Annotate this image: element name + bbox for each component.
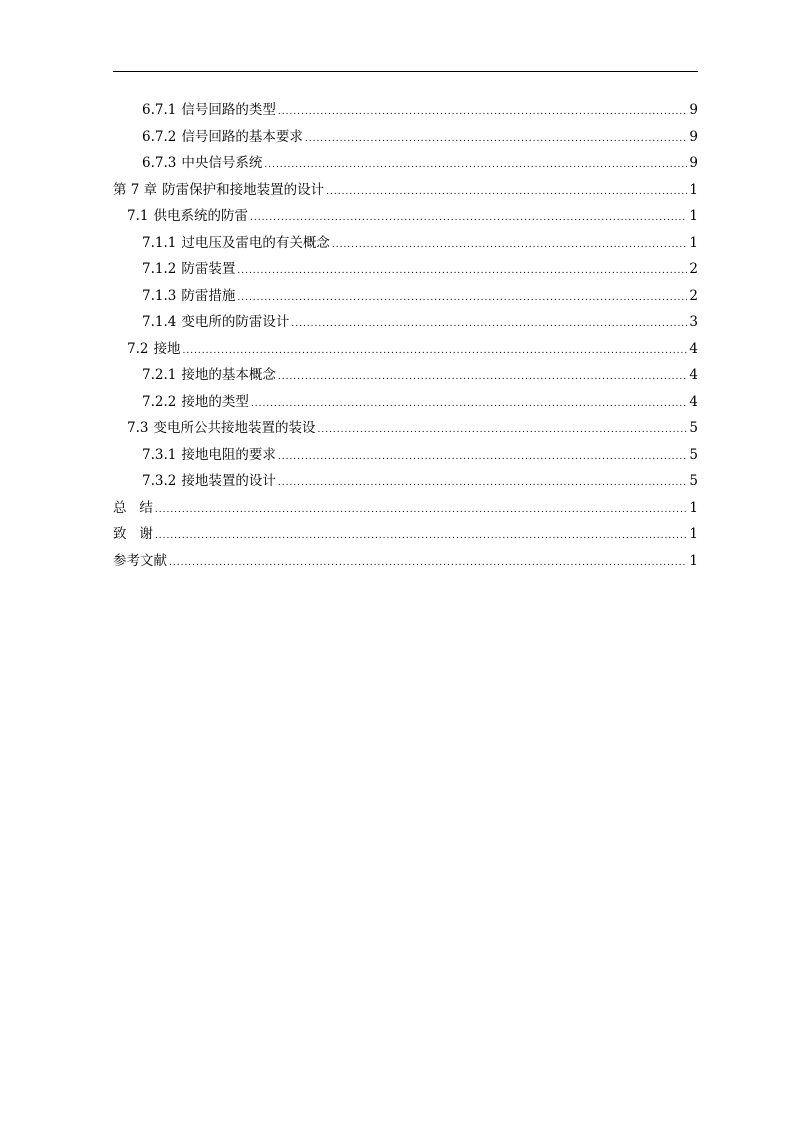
toc-entry-label (142, 389, 249, 416)
toc-leader-dots (250, 205, 687, 232)
toc-entry-number: 第 7 章 (113, 181, 158, 198)
toc-leader-dots (332, 232, 688, 259)
toc-entry-references[interactable] (113, 548, 698, 575)
toc-leader-dots (155, 497, 688, 524)
toc-entry-summary[interactable] (113, 495, 698, 522)
toc-entry-label (142, 230, 330, 257)
toc-entry-label (113, 548, 167, 575)
toc-entry-number: 6.7.3 (142, 155, 177, 171)
toc-entry-title: 变电所的防雷设计 (181, 314, 290, 330)
toc-leader-dots (278, 470, 688, 497)
toc-entry[interactable] (113, 442, 698, 469)
toc-entry-title: 参考文献 (113, 552, 167, 569)
toc-entry-page: 1 (689, 181, 698, 198)
toc-entry[interactable] (113, 150, 698, 177)
toc-entry-section[interactable] (113, 203, 698, 230)
toc-entry-label (142, 150, 262, 177)
toc-entry-page: 5 (689, 446, 698, 463)
toc-entry-title: 接地的类型 (181, 393, 249, 410)
toc-entry[interactable] (113, 362, 698, 389)
toc-entry-title: 接地 (153, 340, 181, 357)
toc-leader-dots (278, 444, 688, 471)
toc-entry-page: 1 (689, 208, 698, 224)
toc-entry-label (142, 124, 303, 151)
toc-entry[interactable] (113, 256, 698, 283)
toc-entry-title: 防雷装置 (181, 261, 236, 277)
toc-entry-title: 防雷保护和接地装置的设计 (162, 181, 325, 198)
toc-leader-dots (291, 311, 687, 338)
toc-entry-chapter[interactable] (113, 177, 698, 204)
toc-entry-number: 7.2.2 (142, 393, 177, 410)
toc-entry-acknowledgements[interactable] (113, 521, 698, 548)
toc-entry-number: 7.1 (127, 208, 149, 224)
toc-entry-label (113, 177, 324, 204)
toc-entry[interactable] (113, 309, 698, 336)
toc-entry-label (142, 97, 276, 124)
toc-leader-dots (182, 338, 687, 365)
toc-entry-number: 7.3.1 (142, 446, 177, 463)
toc-entry-page: 9 (689, 102, 698, 118)
toc-entry-page: 5 (689, 473, 698, 489)
toc-leader-dots (278, 364, 688, 391)
toc-entry-page: 1 (689, 526, 698, 542)
toc-entry-page: 2 (689, 261, 698, 277)
table-of-contents (113, 97, 698, 574)
toc-entry[interactable] (113, 230, 698, 257)
toc-entry-label (113, 495, 153, 522)
toc-entry-page: 3 (689, 314, 698, 330)
toc-entry-title: 防雷措施 (181, 287, 236, 304)
toc-entry-title: 变电所公共接地装置的装设 (153, 420, 316, 436)
toc-entry-label (142, 256, 235, 283)
toc-entry-page: 1 (689, 234, 698, 251)
toc-entry-title: 接地装置的设计 (181, 473, 276, 489)
toc-entry-page: 9 (689, 128, 698, 145)
toc-entry[interactable] (113, 124, 698, 151)
toc-entry[interactable] (113, 97, 698, 124)
toc-entry-page: 4 (689, 367, 698, 383)
toc-entry-number: 7.3 (127, 420, 149, 436)
toc-entry-title: 中央信号系统 (181, 155, 263, 171)
toc-entry-number: 6.7.1 (142, 102, 177, 118)
toc-entry-page: 1 (689, 552, 698, 569)
toc-leader-dots (169, 550, 687, 577)
toc-entry-title: 接地的基本概念 (181, 367, 276, 383)
toc-entry-number: 7.1.2 (142, 261, 177, 277)
toc-entry-number: 7.1.1 (142, 234, 177, 251)
toc-entry-page: 9 (689, 155, 698, 171)
toc-entry-number: 6.7.2 (142, 128, 177, 145)
toc-entry-page: 2 (689, 287, 698, 304)
toc-leader-dots (251, 391, 688, 418)
toc-entry-number: 7.2 (127, 340, 149, 357)
toc-entry-label (142, 468, 276, 495)
toc-leader-dots (155, 523, 688, 550)
toc-entry-page: 5 (689, 420, 698, 436)
toc-entry-title: 接地电阻的要求 (181, 446, 276, 463)
toc-entry-label (113, 521, 153, 548)
header-rule (113, 71, 698, 72)
toc-entry[interactable] (113, 283, 698, 310)
toc-entry-title: 致 谢 (113, 526, 153, 542)
toc-entry-number: 7.1.4 (142, 314, 177, 330)
toc-entry-title: 信号回路的类型 (181, 102, 276, 118)
toc-entry-title: 信号回路的基本要求 (181, 128, 303, 145)
toc-entry-label (127, 415, 315, 442)
toc-leader-dots (305, 126, 688, 153)
toc-leader-dots (317, 417, 687, 444)
toc-leader-dots (264, 152, 687, 179)
toc-entry-section[interactable] (113, 336, 698, 363)
toc-entry-title: 过电压及雷电的有关概念 (181, 234, 330, 251)
toc-leader-dots (237, 258, 687, 285)
toc-entry-page: 1 (689, 499, 698, 516)
toc-entry-label (142, 309, 289, 336)
toc-leader-dots (237, 285, 687, 312)
toc-entry-label (142, 283, 235, 310)
toc-entry-number: 7.3.2 (142, 473, 177, 489)
toc-entry-label (127, 336, 180, 363)
toc-entry[interactable] (113, 389, 698, 416)
toc-entry-number: 7.1.3 (142, 287, 177, 304)
toc-entry-page: 4 (689, 393, 698, 410)
toc-entry-page: 4 (689, 340, 698, 357)
toc-entry-label (142, 362, 276, 389)
toc-entry-title: 总 结 (113, 499, 153, 516)
toc-entry-label (142, 442, 276, 469)
toc-leader-dots (326, 179, 687, 206)
toc-entry-number: 7.2.1 (142, 367, 177, 383)
toc-entry-section[interactable] (113, 415, 698, 442)
toc-entry[interactable] (113, 468, 698, 495)
toc-entry-title: 供电系统的防雷 (153, 208, 248, 224)
toc-entry-label (127, 203, 248, 230)
toc-leader-dots (278, 99, 688, 126)
